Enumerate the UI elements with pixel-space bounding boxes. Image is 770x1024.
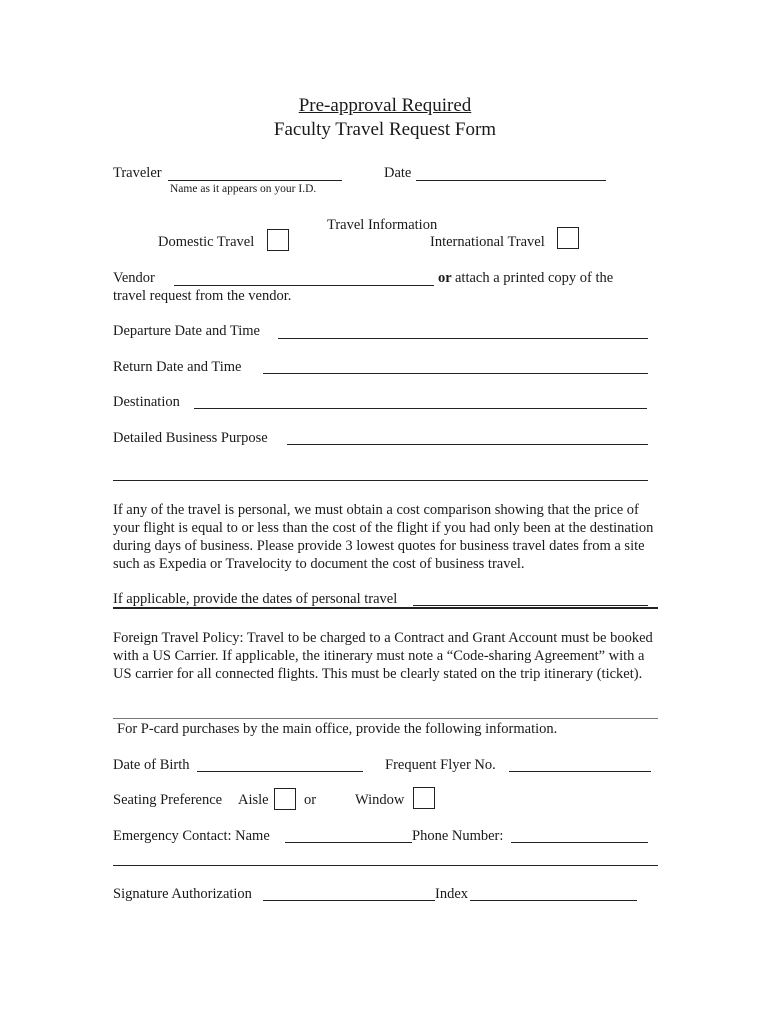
window-checkbox[interactable] <box>413 787 435 809</box>
pcard-heading: For P-card purchases by the main office, provide the following information. <box>117 721 558 737</box>
vendor-label: Vendor <box>113 270 155 286</box>
section-divider-3 <box>113 865 658 866</box>
phone-number-label: Phone Number: <box>412 828 504 844</box>
vendor-field[interactable] <box>174 285 434 286</box>
domestic-travel-checkbox[interactable] <box>267 229 289 251</box>
vendor-line2: travel request from the vendor. <box>113 288 292 304</box>
frequent-flyer-field[interactable] <box>509 771 651 772</box>
return-field[interactable] <box>263 373 648 374</box>
signature-field[interactable] <box>263 900 435 901</box>
vendor-suffix: attach a printed copy of the <box>455 270 614 286</box>
emergency-contact-label: Emergency Contact: Name <box>113 828 270 844</box>
personal-travel-paragraph: If any of the travel is personal, we must obtain a cost comparison showing that the price of your flight is equal to or less than the cost of the flight if you had only been at the destination during days of business. Please provide 3 lowest quotes for business travel dates from a site such as Expedia or Travelocity to document the cost of business travel. <box>113 502 654 572</box>
signature-label: Signature Authorization <box>113 886 252 902</box>
personal-dates-field[interactable] <box>413 605 648 606</box>
domestic-travel-label: Domestic Travel <box>158 234 255 250</box>
vendor-or-text: or <box>438 270 452 286</box>
traveler-sublabel: Name as it appears on your I.D. <box>170 183 317 195</box>
international-travel-checkbox[interactable] <box>557 227 579 249</box>
destination-field[interactable] <box>194 408 647 409</box>
seating-or-label: or <box>304 792 317 808</box>
frequent-flyer-label: Frequent Flyer No. <box>385 757 496 773</box>
purpose-field[interactable] <box>287 444 648 445</box>
departure-field[interactable] <box>278 338 648 339</box>
aisle-label: Aisle <box>238 792 269 808</box>
destination-label: Destination <box>113 394 180 410</box>
purpose-label: Detailed Business Purpose <box>113 430 268 446</box>
dob-label: Date of Birth <box>113 757 190 773</box>
dob-field[interactable] <box>197 771 363 772</box>
purpose-field-line2[interactable] <box>113 480 648 481</box>
seating-label: Seating Preference <box>113 792 223 808</box>
traveler-name-field[interactable] <box>168 180 342 181</box>
foreign-travel-policy: Foreign Travel Policy: Travel to be charged to a Contract and Grant Account must be booked with a US Carrier. If applicable, the itinerary must note a “Code-sharing Agreement” with a US carrier for all connected flights. This must be clearly stated on the trip itinerary (ticket). <box>113 630 653 682</box>
form-title-preapproval: Pre-approval Required <box>298 95 472 116</box>
aisle-checkbox[interactable] <box>274 788 296 810</box>
section-divider-1 <box>113 607 658 609</box>
date-field[interactable] <box>416 180 606 181</box>
index-label: Index <box>435 886 469 902</box>
international-travel-label: International Travel <box>430 234 545 250</box>
emergency-contact-field[interactable] <box>285 842 412 843</box>
travel-info-heading: Travel Information <box>327 217 438 233</box>
phone-number-field[interactable] <box>511 842 648 843</box>
window-label: Window <box>355 792 405 808</box>
traveler-label: Traveler <box>113 165 162 181</box>
form-title: Faculty Travel Request Form <box>273 119 497 140</box>
departure-label: Departure Date and Time <box>113 323 260 339</box>
section-divider-2 <box>113 718 658 719</box>
index-field[interactable] <box>470 900 637 901</box>
personal-dates-label: If applicable, provide the dates of personal travel <box>113 591 398 607</box>
return-label: Return Date and Time <box>113 359 242 375</box>
date-label: Date <box>384 165 412 181</box>
